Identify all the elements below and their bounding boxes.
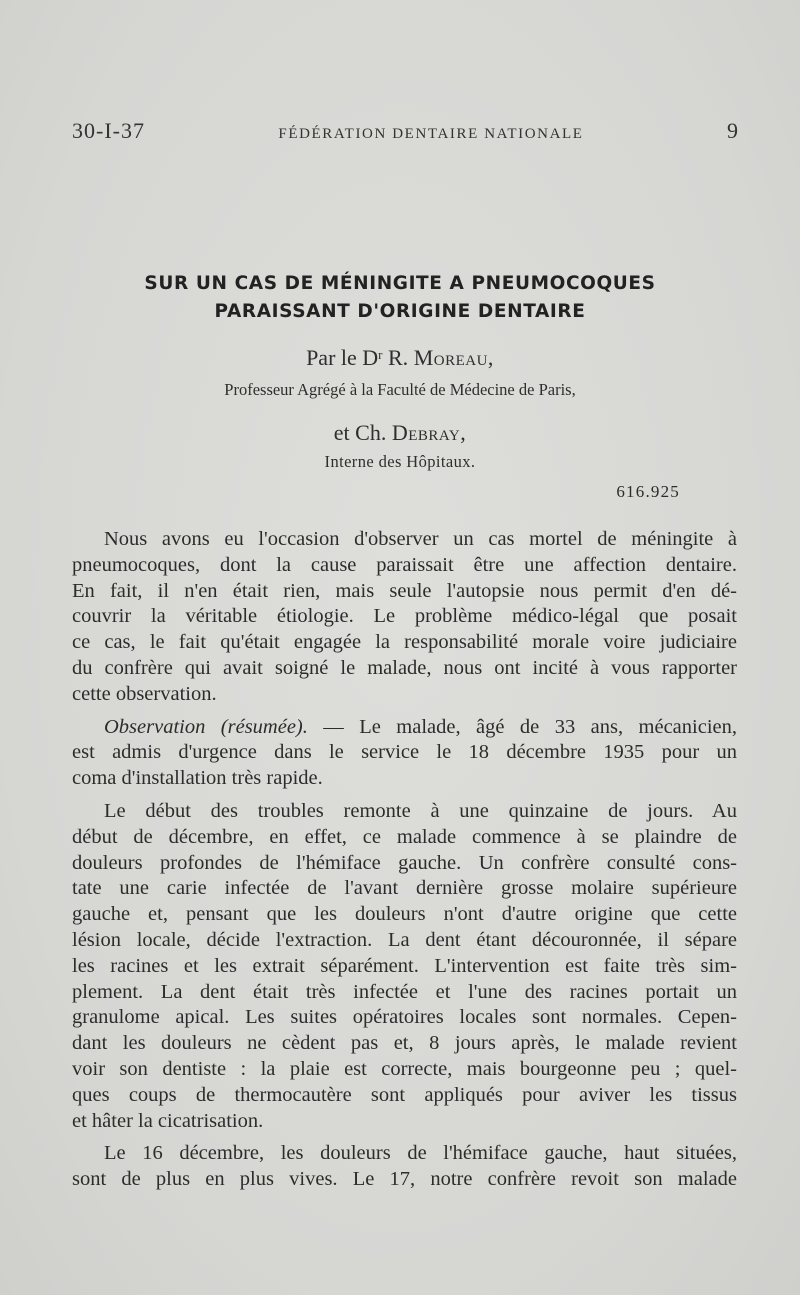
text-line: sont de plus en plus vives. Le 17, notre confrère revoit son malade [72,1168,737,1191]
text-line [72,715,737,741]
text-line: douleurs profondes de l'hémiface gauche. Un confrère consulté cons- [72,851,737,874]
article-title [60,270,740,326]
text-line: Le début des troubles remonte à une quinzaine de jours. Au [104,799,737,822]
issue-date: 30-I-37 [72,118,145,143]
text-line: gauche et, pensant que les douleurs n'ont d'autre origine que cette [72,903,737,926]
text-line: du confrère qui avait soigné le malade, nous ont incité à vous rapporter [72,656,737,679]
text-line: voir son dentiste : la plaie est correcte, mais bourgeonne peu ; quel- [72,1057,737,1080]
paragraph-1 [72,527,737,708]
page-number: 9 [727,118,738,143]
text-line: les racines et les extrait séparément. L'intervention est faite très sim- [72,954,737,977]
title-line-2: PARAISSANT D'ORIGINE DENTAIRE [214,301,586,322]
text-line: et hâter la cicatrisation. [72,1109,264,1132]
author-1-affiliation: Professeur Agrégé à la Faculté de Médecine de Paris, [224,380,576,399]
author-2-surname: Debray, [391,420,467,445]
running-head [72,118,738,144]
journal-name: FÉDÉRATION DENTAIRE NATIONALE [278,126,584,142]
text-line: plement. La dent était très infectée et l'une des racines portait un [72,980,737,1003]
text-line: couvrir la véritable étiologie. Le problème médico-légal que posait [72,605,737,628]
author-2 [60,420,740,446]
text-line: coma d'installation très rapide. [72,767,323,790]
text-line: En fait, il n'en était rien, mais seule l'autopsie nous permit d'en dé- [72,579,737,602]
text-line: pneumocoques, dont la cause paraissait être une affection dentaire. [72,553,737,576]
author-2-prefix: et Ch. [333,420,392,445]
text-line: lésion locale, décide l'extraction. La dent étant découronnée, il sépare [72,928,737,951]
paragraph-2 [72,715,737,792]
author-1-prefix: Par le D [306,345,379,370]
text-line: ce cas, le fait qu'était engagée la responsabilité morale voire judiciaire [72,631,737,654]
author-1 [60,345,740,371]
text-line: cette observation. [72,682,217,705]
observation-heading: Observation (résumée). [104,715,308,738]
text-line: ques coups de thermocautère sont appliqués pour aviver les tissus [72,1083,737,1106]
text-line: Le 16 décembre, les douleurs de l'hémiface gauche, haut situées, [104,1142,737,1165]
text-fragment: — Le malade, âgé de 33 ans, mécanicien, [307,715,737,738]
text-line: Nous avons eu l'occasion d'observer un cas mortel de méningite à [104,528,737,550]
text-line: début de décembre, en effet, ce malade commence à se plaindre de [72,825,737,848]
paragraph-4 [72,1141,737,1193]
author-1-initial: R. [382,345,414,370]
text-line: tate une carie infectée de l'avant dernière grosse molaire supérieure [72,877,737,900]
text-line: est admis d'urgence dans le service le 18 décembre 1935 pour un [72,741,737,764]
paragraph-3 [72,799,737,1134]
author-2-affiliation: Interne des Hôpitaux. [324,452,476,471]
text-line: dant les douleurs ne cèdent pas et, 8 jours après, le malade revient [72,1032,737,1055]
text-line: granulome apical. Les suites opératoires locales sont normales. Cepen- [72,1006,737,1029]
classification-number: 616.925 [616,482,680,501]
author-1-surname: Moreau, [413,345,494,370]
author-1-title-sup: r [378,347,383,362]
title-line-1: SUR UN CAS DE MÉNINGITE A PNEUMOCOQUES [144,273,656,294]
article-body [72,527,737,1193]
